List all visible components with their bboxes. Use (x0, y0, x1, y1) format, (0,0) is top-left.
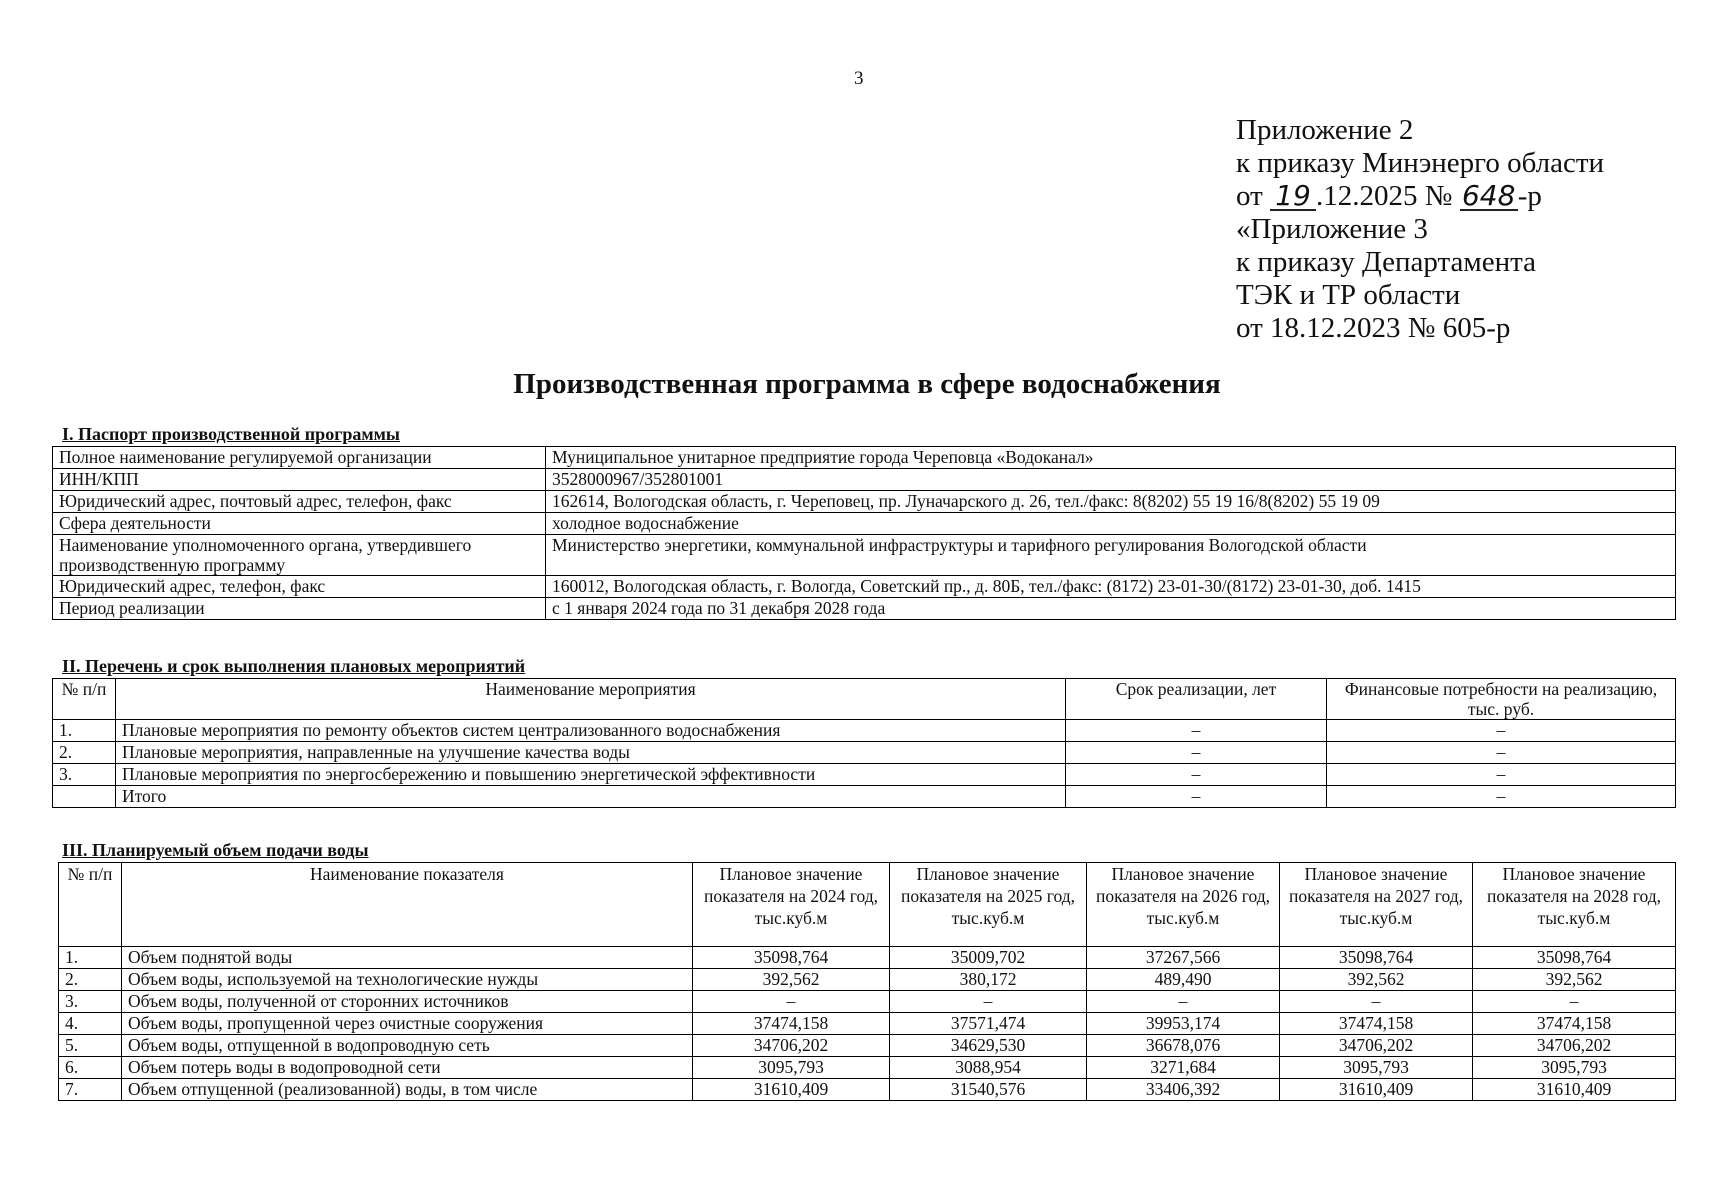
activity-num: 2. (53, 742, 116, 764)
indicator-name: Объем воды, полученной от сторонних источников (122, 991, 693, 1013)
indicator-name: Объем воды, отпущенной в водопроводную сеть (122, 1035, 693, 1057)
value-2027: 37474,158 (1280, 1013, 1473, 1035)
passport-label: Период реализации (53, 598, 546, 620)
indicator-name: Объем воды, используемой на технологические нужды (122, 969, 693, 991)
value-2025: 34629,530 (890, 1035, 1087, 1057)
value-2028: – (1473, 991, 1676, 1013)
section1-title: I. Паспорт производственной программы (62, 424, 400, 444)
appendix-line-6: ТЭК и ТР области (1236, 279, 1461, 311)
value-2025: 380,172 (890, 969, 1087, 991)
activity-name: Итого (116, 786, 1066, 808)
header-2025: Плановое значение показателя на 2025 год, тыс.куб.м (890, 863, 1087, 947)
value-2024: 392,562 (693, 969, 890, 991)
activities-row (53, 720, 1676, 742)
indicator-num: 2. (59, 969, 122, 991)
activities-table (52, 678, 1676, 808)
appendix-line-7: от 18.12.2023 № 605-р (1236, 312, 1511, 344)
value-2028: 31610,409 (1473, 1079, 1676, 1101)
value-2028: 3095,793 (1473, 1057, 1676, 1079)
value-2025: 35009,702 (890, 947, 1087, 969)
passport-row (53, 469, 1676, 491)
passport-row (53, 491, 1676, 513)
volume-header-row (59, 863, 1676, 947)
volume-row (59, 1057, 1676, 1079)
indicator-num: 6. (59, 1057, 122, 1079)
appendix-line-3 (1236, 180, 1604, 213)
value-2024: 34706,202 (693, 1035, 890, 1057)
activities-header-row (53, 679, 1676, 720)
header-num: № п/п (59, 863, 122, 947)
activity-term: – (1066, 742, 1327, 764)
activities-row (53, 764, 1676, 786)
passport-row (53, 598, 1676, 620)
activity-name: Плановые мероприятия по ремонту объектов систем централизованного водоснабжения (116, 720, 1066, 742)
header-term: Срок реализации, лет (1066, 679, 1327, 720)
value-2026: – (1087, 991, 1280, 1013)
indicator-num: 5. (59, 1035, 122, 1057)
appendix-date-prefix: от (1236, 180, 1263, 212)
indicator-name: Объем воды, пропущенной через очистные сооружения (122, 1013, 693, 1035)
activity-finance: – (1327, 742, 1676, 764)
passport-row (53, 535, 1676, 576)
value-2027: – (1280, 991, 1473, 1013)
appendix-line-4: «Приложение 3 (1236, 213, 1428, 245)
activities-row (53, 742, 1676, 764)
appendix-line-1: Приложение 2 (1236, 114, 1414, 146)
passport-label: Наименование уполномоченного органа, утвердившего производственную программу (53, 535, 546, 576)
passport-label: Юридический адрес, почтовый адрес, телефон, факс (53, 491, 546, 513)
activity-finance: – (1327, 720, 1676, 742)
indicator-num: 1. (59, 947, 122, 969)
value-2026: 36678,076 (1087, 1035, 1280, 1057)
passport-label: Юридический адрес, телефон, факс (53, 576, 546, 598)
passport-row (53, 576, 1676, 598)
indicator-num: 3. (59, 991, 122, 1013)
indicator-name: Объем поднятой воды (122, 947, 693, 969)
value-2026: 489,490 (1087, 969, 1280, 991)
activity-num (53, 786, 116, 808)
indicator-name: Объем потерь воды в водопроводной сети (122, 1057, 693, 1079)
appendix-date-mid: .12.2025 № (1316, 180, 1453, 212)
value-2027: 392,562 (1280, 969, 1473, 991)
appendix-date-suffix: -р (1517, 180, 1542, 212)
section3-title: III. Планируемый объем подачи воды (62, 840, 369, 860)
document-title: Производственная программа в сфере водоснабжения (513, 368, 1221, 400)
value-2024: 35098,764 (693, 947, 890, 969)
indicator-num: 7. (59, 1079, 122, 1101)
section2-title: II. Перечень и срок выполнения плановых мероприятий (62, 656, 526, 676)
activity-name: Плановые мероприятия по энергосбережению и повышению энергетической эффективности (116, 764, 1066, 786)
passport-value: Муниципальное унитарное предприятие города Череповца «Водоканал» (546, 447, 1676, 469)
passport-table (52, 446, 1676, 620)
value-2025: 31540,576 (890, 1079, 1087, 1101)
passport-label: Полное наименование регулируемой организации (53, 447, 546, 469)
volume-row (59, 947, 1676, 969)
value-2027: 35098,764 (1280, 947, 1473, 969)
passport-value: 162614, Вологодская область, г. Череповец, пр. Луначарского д. 26, тел./факс: 8(8202) 55 19 16/8(8202) 55 19 09 (546, 491, 1676, 513)
value-2027: 34706,202 (1280, 1035, 1473, 1057)
value-2026: 39953,174 (1087, 1013, 1280, 1035)
volume-row (59, 1035, 1676, 1057)
indicator-name: Объем отпущенной (реализованной) воды, в том числе (122, 1079, 693, 1101)
activity-finance: – (1327, 786, 1676, 808)
header-2024: Плановое значение показателя на 2024 год, тыс.куб.м (693, 863, 890, 947)
handwritten-order-number: 648 (1460, 183, 1518, 211)
value-2028: 34706,202 (1473, 1035, 1676, 1057)
activity-finance: – (1327, 764, 1676, 786)
water-volume-table (58, 862, 1676, 1101)
passport-label: ИНН/КПП (53, 469, 546, 491)
passport-value: 3528000967/352801001 (546, 469, 1676, 491)
appendix-line-5: к приказу Департамента (1236, 246, 1537, 278)
value-2024: 3095,793 (693, 1057, 890, 1079)
header-finance: Финансовые потребности на реализацию, тыс. руб. (1327, 679, 1676, 720)
passport-value: 160012, Вологодская область, г. Вологда, Советский пр., д. 80Б, тел./факс: (8172) 23-01-30/(8172) 23-01-30, доб. 1415 (546, 576, 1676, 598)
volume-row (59, 991, 1676, 1013)
value-2028: 392,562 (1473, 969, 1676, 991)
value-2028: 37474,158 (1473, 1013, 1676, 1035)
activity-term: – (1066, 764, 1327, 786)
handwritten-day: 19 (1270, 183, 1316, 211)
passport-value: холодное водоснабжение (546, 513, 1676, 535)
activity-num: 1. (53, 720, 116, 742)
appendix-block (1236, 114, 1604, 345)
value-2024: – (693, 991, 890, 1013)
appendix-line-2: к приказу Минэнерго области (1236, 147, 1605, 179)
header-indicator-name: Наименование показателя (122, 863, 693, 947)
header-num: № п/п (53, 679, 116, 720)
activity-term: – (1066, 720, 1327, 742)
passport-value: с 1 января 2024 года по 31 декабря 2028 года (546, 598, 1676, 620)
activity-name: Плановые мероприятия, направленные на улучшение качества воды (116, 742, 1066, 764)
value-2025: 3088,954 (890, 1057, 1087, 1079)
value-2025: – (890, 991, 1087, 1013)
value-2027: 3095,793 (1280, 1057, 1473, 1079)
value-2027: 31610,409 (1280, 1079, 1473, 1101)
value-2026: 33406,392 (1087, 1079, 1280, 1101)
volume-row (59, 969, 1676, 991)
header-activity-name: Наименование мероприятия (116, 679, 1066, 720)
activity-num: 3. (53, 764, 116, 786)
value-2028: 35098,764 (1473, 947, 1676, 969)
activities-total-row (53, 786, 1676, 808)
passport-value: Министерство энергетики, коммунальной инфраструктуры и тарифного регулирования Вологодской области (546, 535, 1676, 576)
indicator-num: 4. (59, 1013, 122, 1035)
value-2026: 37267,566 (1087, 947, 1280, 969)
header-2028: Плановое значение показателя на 2028 год, тыс.куб.м (1473, 863, 1676, 947)
passport-row (53, 513, 1676, 535)
volume-row (59, 1079, 1676, 1101)
volume-row (59, 1013, 1676, 1035)
value-2026: 3271,684 (1087, 1057, 1280, 1079)
passport-label: Сфера деятельности (53, 513, 546, 535)
value-2024: 31610,409 (693, 1079, 890, 1101)
value-2024: 37474,158 (693, 1013, 890, 1035)
passport-row (53, 447, 1676, 469)
header-2027: Плановое значение показателя на 2027 год, тыс.куб.м (1280, 863, 1473, 947)
header-2026: Плановое значение показателя на 2026 год, тыс.куб.м (1087, 863, 1280, 947)
activity-term: – (1066, 786, 1327, 808)
page-number: 3 (854, 68, 864, 89)
value-2025: 37571,474 (890, 1013, 1087, 1035)
